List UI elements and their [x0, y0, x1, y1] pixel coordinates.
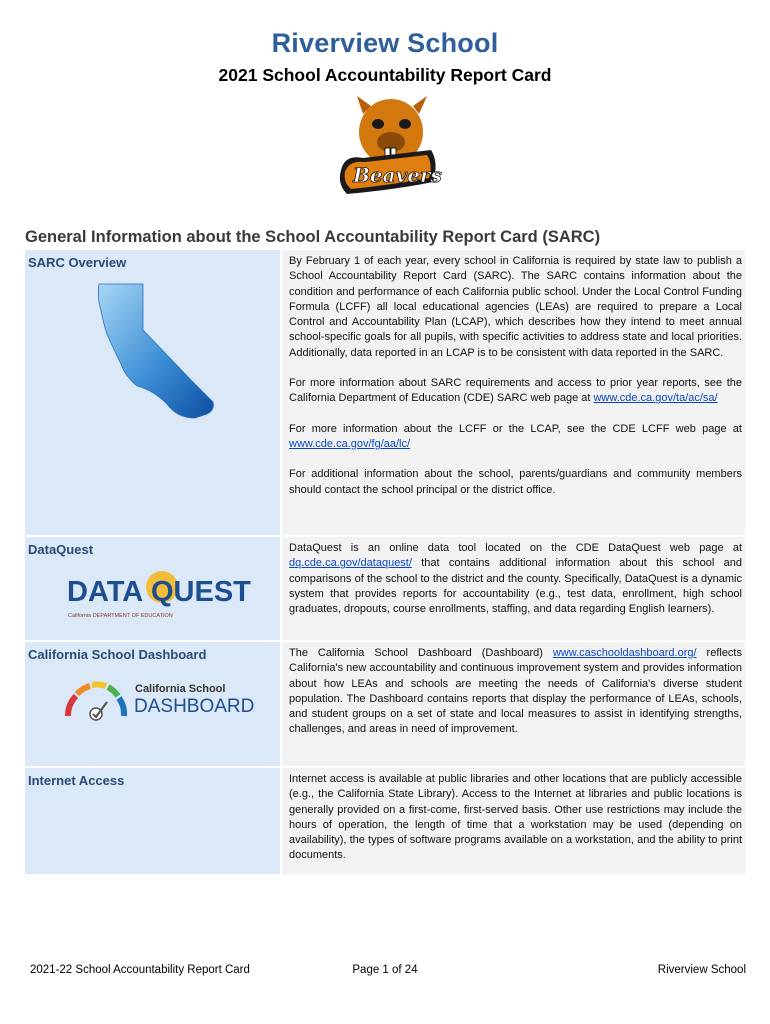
footer-school-name: Riverview School [657, 964, 746, 976]
logo-data-text: DATA [67, 576, 144, 608]
info-table [25, 250, 745, 876]
text-cell [282, 642, 745, 766]
table-row-sarc-overview [25, 250, 745, 537]
sarc-web-page-link[interactable]: www.cde.ca.gov/ta/ac/sa/ [593, 392, 718, 405]
report-title: 2021 School Accountability Report Card [218, 65, 552, 85]
text-cell [282, 768, 745, 874]
lcff-web-page-link[interactable]: www.cde.ca.gov/fg/aa/lc/ [289, 437, 411, 450]
text-cell [282, 250, 745, 535]
sarc-paragraph-2: For more information about SARC requirements and access to prior year reports, see the California Department of Education (CDE) SARC web page at www.cde.ca.gov/ta/ac/sa/ [289, 377, 742, 405]
row-label-dashboard: California School Dashboard [28, 647, 207, 662]
dashboard-logo [60, 672, 255, 727]
section-heading: General Information about the School Accountability Report Card (SARC) [25, 228, 601, 246]
beavers-mascot-logo [333, 92, 443, 204]
table-row-internet-access [25, 768, 745, 876]
label-cell [25, 250, 282, 535]
text-cell [282, 537, 745, 640]
internet-paragraph: Internet access is available at public libraries and other locations that are publicly accessible (e.g., the California State Library). Access to the Internet at libraries and public locations is generally provided on a first-come, first-served basis. Other use restrictions may include the hours of operation, the length of time that a workstation may be used (depending on availability), the types of software programs available on a workstation, and the ability to print documents. [289, 773, 742, 862]
label-cell [25, 642, 282, 766]
dashboard-paragraph: The California School Dashboard (Dashboard) www.caschooldashboard.org/ reflects California's new accountability and continuous improvement system and provides information about how LEAs and schools are meeting the needs of California's diverse student population. The Dashboard contains reports that display the performance of LEAs, schools, and student groups on a set of state and local measures to assist in identifying strengths, challenges, and areas in need of improvement. [289, 647, 742, 736]
sarc-paragraph-3: For more information about the LCFF or the LCAP, see the CDE LCFF web page at www.cde.ca.gov/fg/aa/lc/ [289, 422, 742, 450]
label-cell [25, 768, 282, 874]
dataquest-logo [65, 567, 251, 622]
row-label-sarc-overview: SARC Overview [28, 255, 127, 270]
sarc-paragraph-1: By February 1 of each year, every school in California is required by state law to publish a School Accountability Report Card (SARC). The SARC contains information about the condition and performance of each California public school. Under the Local Control Funding Formula (LCFF) all local educational agencies (LEAs) are required to prepare a Local Control and Accountability Plan (LCAP), which describes how they intend to meet annual school-specific goals for all pupils, with specific activities to address state and local priorities. Additionally, data reported in an LCAP is to be consistent with data reported in the SARC. [289, 255, 742, 359]
footer-page-number: Page 1 of 24 [352, 964, 418, 976]
logo-line-2: DASHBOARD [134, 696, 255, 717]
logo-quest-text: QUEST [151, 576, 251, 608]
label-cell [25, 537, 282, 640]
table-row-dashboard [25, 642, 745, 768]
footer-report-name: 2021-22 School Accountability Report Card [30, 964, 250, 976]
row-label-internet-access: Internet Access [28, 773, 125, 788]
dataquest-link[interactable]: dq.cde.ca.gov/dataquest/ [289, 557, 412, 570]
table-row-dataquest [25, 537, 745, 642]
dataquest-paragraph: DataQuest is an online data tool located on the CDE DataQuest web page at dq.cde.ca.gov/dataquest/ that contains additional information about this school and comparisons of the school to the district and the county. Specifically, DataQuest is a dynamic system that provides reports for accountability (e.g., test data, enrollment, high school graduates, dropouts, course enrollments, staffing, and data regarding English learners). [289, 542, 742, 616]
dashboard-link[interactable]: www.caschooldashboard.org/ [552, 647, 697, 659]
logo-lettering: Beavers [353, 163, 442, 187]
row-label-dataquest: DataQuest [28, 542, 94, 557]
sarc-paragraph-4: For additional information about the school, parents/guardians and community members should contact the school principal or the district office. [289, 468, 742, 496]
logo-line-1: California School [135, 683, 226, 695]
school-name: Riverview School [271, 28, 499, 58]
logo-caption: California DEPARTMENT OF EDUCATION [68, 613, 173, 619]
california-map-icon [95, 280, 220, 425]
